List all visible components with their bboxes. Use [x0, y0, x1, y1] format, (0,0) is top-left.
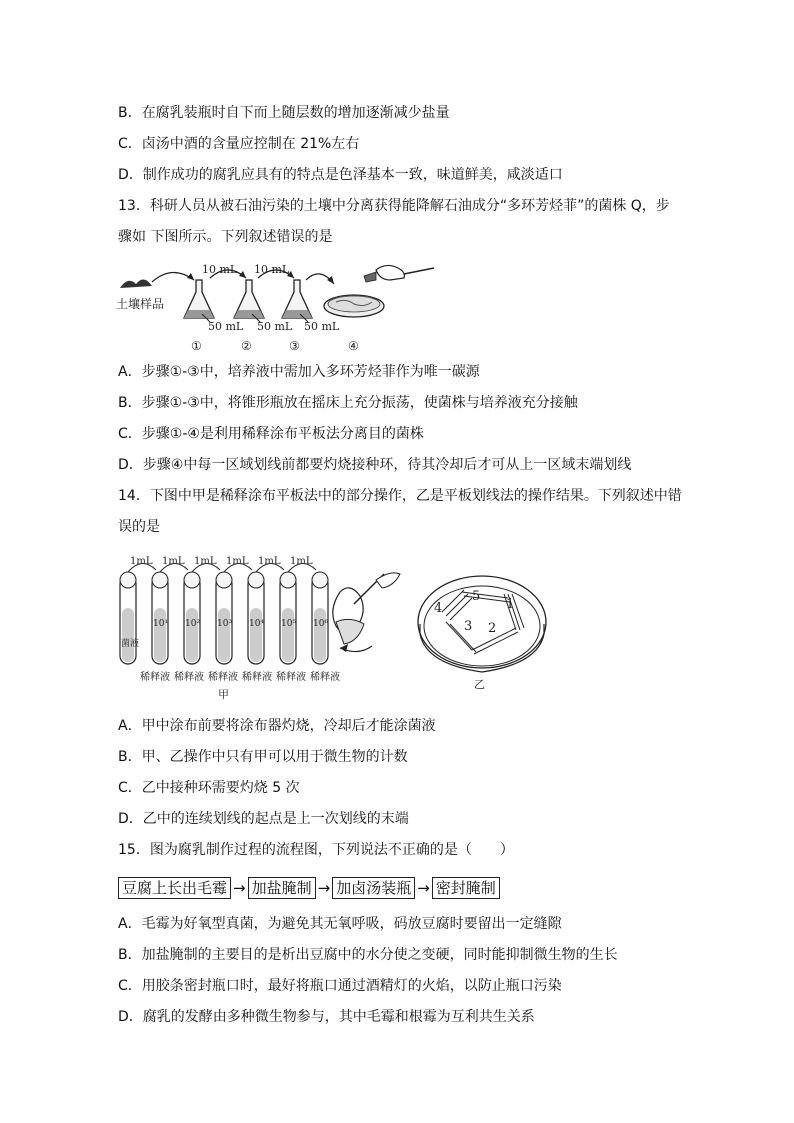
transfer-1ml-2: 1mL: [162, 556, 185, 567]
q15-option-b: B．加盐腌制的主要目的是析出豆腐中的水分使之变硬，同时能抑制微生物的生长: [118, 947, 618, 963]
q14-option-a: A．甲中涂布前要将涂布器灼烧，冷却后才能涂菌液: [118, 718, 436, 734]
q15-stem: 15．图为腐乳制作过程的流程图，下列说法不正确的是（ ）: [118, 842, 514, 858]
q13-option-d: D．步骤④中每一区域划线前都要灼烧接种环，待其冷却后才可从上一区域末端划线: [118, 457, 632, 473]
q15-flowchart: [118, 876, 500, 900]
q15-option-a: A．毛霉为好氧型真菌，为避免其无氧呼吸，码放豆腐时要留出一定缝隙: [118, 916, 562, 932]
volume-label-1: 50 mL: [208, 320, 244, 333]
flask-3: [282, 280, 312, 318]
caption-yi: 乙: [474, 678, 485, 690]
diluent-label-5: 稀释液: [276, 672, 306, 683]
transfer-1ml-3: 1mL: [194, 556, 217, 567]
q13-option-b: B．步骤①-③中，将锥形瓶放在摇床上充分振荡，使菌株与培养液充分接触: [118, 395, 578, 411]
transfer-1ml-6: 1mL: [290, 556, 313, 567]
q12-option-d: D．制作成功的腐乳应具有的特点是色泽基本一致，味道鲜美，咸淡适口: [118, 167, 563, 183]
hand-with-loop-icon: [364, 265, 434, 282]
q14-figure-yi: [412, 560, 554, 690]
spreader-hand-icon: [333, 573, 400, 652]
q15-option-c: C．用胶条密封瓶口时，最好将瓶口通过酒精灯的火焰，以防止瓶口污染: [118, 978, 562, 994]
tube-label-4: 10³: [217, 619, 233, 629]
flow-arrow-icon: →: [417, 879, 430, 897]
zone-number-3: 3: [464, 619, 473, 634]
zone-number-2: 2: [488, 621, 497, 636]
flask-1: [184, 280, 214, 318]
caption-jia: 甲: [218, 688, 229, 701]
q12-option-b: B．在腐乳装瓶时自下而上随层数的增加逐渐减少盐量: [118, 105, 450, 121]
q14-stem-line2: 误的是: [118, 519, 160, 535]
q14-stem-line1: 14．下图中甲是稀释涂布平板法中的部分操作，乙是平板划线法的操作结果。下列叙述中错: [118, 488, 682, 504]
q13-option-a: A．步骤①-③中，培养液中需加入多环芳烃菲作为唯一碳源: [118, 364, 480, 380]
transfer-1ml-4: 1mL: [226, 556, 249, 567]
transfer-1ml-5: 1mL: [258, 556, 281, 567]
soil-label: 土壤样品: [116, 297, 165, 311]
q13-option-c: C．步骤①-④是利用稀释涂布平板法分离目的菌株: [118, 426, 424, 442]
tube-label-2: 10¹: [153, 619, 169, 629]
flow-step-1: 豆腐上长出毛霉: [118, 877, 231, 899]
volume-label-3: 50 mL: [304, 320, 340, 333]
step-label-3: ③: [289, 339, 300, 353]
tube-label-5: 10⁴: [249, 619, 265, 629]
flask-2: [234, 280, 264, 318]
tube-label-6: 10⁵: [281, 619, 297, 629]
tube-label-3: 10²: [185, 619, 201, 629]
zone-number-5: 5: [472, 589, 481, 604]
streak-plate: [418, 576, 546, 672]
q12-option-c: C．卤汤中酒的含量应控制在 21%左右: [118, 136, 360, 152]
flow-arrow-icon: →: [317, 879, 331, 897]
step-label-4: ④: [348, 339, 359, 353]
q15-option-d: D．腐乳的发酵由多种微生物参与，其中毛霉和根霉为互利共生关系: [118, 1009, 535, 1025]
tube-label-7: 10⁶: [313, 619, 329, 629]
q14-figure-jia: [114, 552, 414, 704]
test-tubes: [120, 572, 328, 664]
volume-label-2: 50 mL: [257, 320, 293, 333]
soil-pile-icon: [120, 279, 152, 288]
flow-arrow-icon: →: [233, 879, 246, 897]
diluent-label-6: 稀释液: [310, 672, 340, 683]
q13-stem-line1: 13．科研人员从被石油污染的土壤中分离获得能降解石油成分“多环芳烃菲”的菌株 Q，步: [118, 198, 670, 214]
q13-stem-line2: 骤如 下图所示。下列叙述错误的是: [118, 229, 333, 245]
diluent-label-4: 稀释液: [242, 672, 272, 683]
q14-option-b: B．甲、乙操作中只有甲可以用于微生物的计数: [118, 749, 408, 765]
flow-step-3: 加卤汤装瓶: [332, 877, 415, 899]
transfer-1ml-1: 1mL: [130, 556, 153, 567]
tube-label-1: 菌液: [121, 639, 140, 649]
petri-dish-1: [324, 295, 384, 317]
step-label-1: ①: [191, 339, 202, 353]
zone-number-1: 1: [506, 597, 515, 612]
step-label-2: ②: [241, 339, 252, 353]
zone-number-4: 4: [434, 601, 443, 616]
q14-option-c: C．乙中接种环需要灼烧 5 次: [118, 780, 300, 796]
diluent-label-2: 稀释液: [174, 672, 204, 683]
diluent-label-1: 稀释液: [140, 672, 170, 683]
q13-figure: [114, 258, 454, 354]
q14-option-d: D．乙中的连续划线的起点是上一次划线的末端: [118, 811, 409, 827]
transfer-label-1: 10 mL: [202, 263, 238, 276]
diluent-label-3: 稀释液: [208, 672, 238, 683]
flow-step-2: 加盐腌制: [248, 877, 316, 899]
transfer-label-2: 10 mL: [254, 263, 290, 276]
flow-step-4: 密封腌制: [432, 877, 500, 899]
